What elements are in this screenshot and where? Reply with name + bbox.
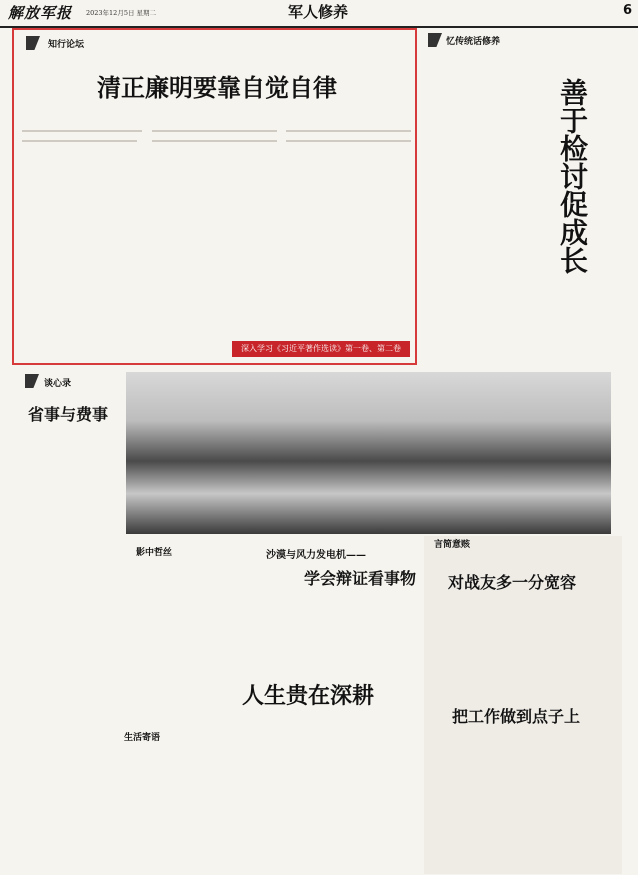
study-banner: 深入学习《习近平著作选读》第一卷、第二卷 — [232, 341, 410, 357]
right-section-tag: 忆传统话修养 — [446, 37, 501, 47]
photo-article-title-line2: 学会辩证看事物 — [304, 569, 417, 588]
page-section-title: 军人修养 — [287, 3, 348, 21]
left-section-tag: 谈心录 — [44, 379, 72, 389]
newspaper-logo: 解放军报 — [8, 4, 73, 22]
desert-photo — [126, 372, 611, 534]
bottom-main-headline: 人生贵在深耕 — [242, 683, 375, 709]
right-section-marker-icon — [428, 33, 442, 47]
right-bottom-headline-1: 对战友多一分宽容 — [448, 573, 577, 592]
page-number: 6 — [622, 3, 632, 18]
photo-caption-tag: 影中哲丝 — [136, 548, 173, 558]
main-headline: 清正廉明要靠自觉自律 — [97, 73, 337, 102]
right-bottom-headline-2: 把工作做到点子上 — [452, 707, 581, 726]
right-vertical-headline: 善于检讨促成长 — [556, 78, 589, 274]
left-headline: 省事与费事 — [28, 405, 109, 424]
bottom-section-tag: 生活寄语 — [124, 733, 161, 743]
right-bottom-section-tag: 言简意赅 — [434, 540, 471, 550]
top-section-tag: 知行论坛 — [48, 40, 85, 50]
issue-date: 2023年12月5日 星期二 — [86, 9, 157, 17]
left-section-marker-icon — [25, 374, 39, 388]
photo-article-title-line1: 沙漠与风力发电机—— — [266, 550, 366, 561]
